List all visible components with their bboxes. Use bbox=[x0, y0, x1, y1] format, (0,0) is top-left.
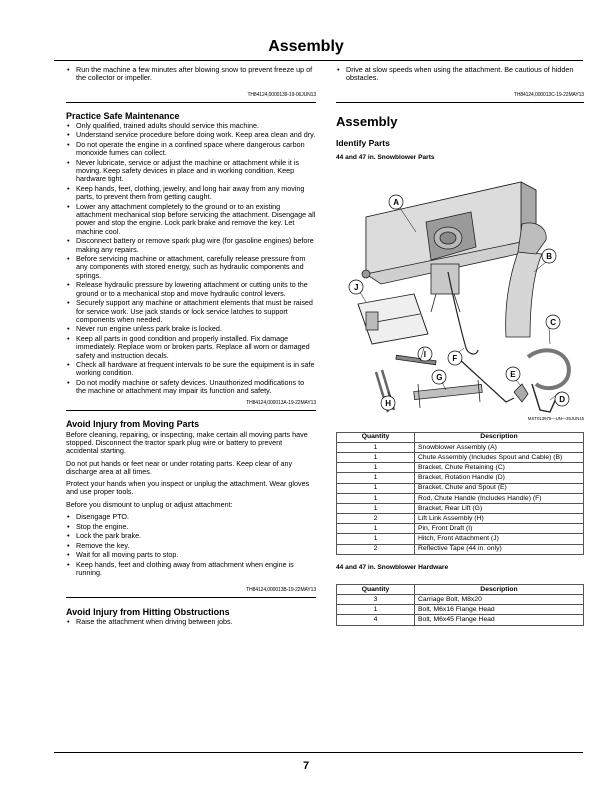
hardware-table bbox=[336, 584, 584, 626]
description-cell: Bracket, Rotation Handle (D) bbox=[415, 473, 584, 483]
page-title: Assembly bbox=[268, 38, 344, 55]
intro-bullet-list bbox=[66, 66, 316, 83]
section-heading-hitting-obstructions: Avoid Injury from Hitting Obstructions bbox=[66, 606, 230, 617]
bullet-item: • Lower any attachment completely to the ground or to an existing attachment mechanical stop before servicing the attachment. Disengage all power and stop the engine. Lock park brake and remove the key. Let machine cool. bbox=[66, 203, 316, 236]
heading-snowblower-parts: 44 and 47 in. Snowblower Parts bbox=[336, 153, 435, 161]
callout-F bbox=[448, 351, 462, 365]
description-cell: Bolt, M6x16 Flange Head bbox=[415, 605, 584, 615]
bullet-item: • Do not operate the engine in a confined space where dangerous carbon monoxide fumes can collect. bbox=[66, 141, 316, 158]
svg-text:A: A bbox=[393, 197, 399, 207]
table-row bbox=[337, 605, 584, 615]
section-divider bbox=[66, 410, 316, 411]
rear-lift-bracket-drawing bbox=[414, 380, 482, 408]
table-row bbox=[337, 524, 584, 534]
bullet-item: • Keep all parts in good condition and properly installed. Fix damage immediately. Replace worn or broken parts. Replace all worn or damaged safety and instruction decals. bbox=[66, 335, 316, 360]
reference-code: TH84124,000013A-19-22MAY13 bbox=[246, 399, 316, 406]
callout-B bbox=[542, 249, 556, 263]
quantity-cell: 1 bbox=[337, 452, 415, 462]
bullet-item: • Wait for all moving parts to stop. bbox=[66, 551, 316, 559]
table-row bbox=[337, 463, 584, 473]
bullet-item: • Keep hands, feet and clothing away from attachment when engine is running. bbox=[66, 561, 316, 578]
bullet-item: • Remove the key. bbox=[66, 542, 316, 550]
table-row bbox=[337, 483, 584, 493]
obstructions-bullet-list bbox=[66, 618, 316, 626]
bullet-item: • Disengage PTO. bbox=[66, 513, 316, 521]
paragraph: Do not put hands or feet near or under rotating parts. Keep clear of any discharge area at all times. bbox=[66, 458, 293, 476]
svg-text:H: H bbox=[385, 398, 391, 408]
hardware-table-body bbox=[337, 595, 584, 626]
description-cell: Lift Link Assembly (H) bbox=[415, 514, 584, 524]
table-row bbox=[337, 534, 584, 544]
parts-table-body bbox=[337, 442, 584, 554]
table-header-row bbox=[337, 584, 584, 594]
description-cell: Carriage Bolt, M8x20 bbox=[415, 595, 584, 605]
bullet-item: • Disconnect battery or remove spark plug wire (for gasoline engines) before making any repairs. bbox=[66, 237, 316, 254]
description-cell: Bracket, Chute Retaining (C) bbox=[415, 463, 584, 473]
quantity-cell: 1 bbox=[337, 493, 415, 503]
column-header-description: Description bbox=[415, 432, 584, 442]
callout-I bbox=[418, 347, 432, 361]
section-heading-practice-safe-maintenance: Practice Safe Maintenance bbox=[66, 110, 180, 121]
bullet-item: • Drive at slow speeds when using the attachment. Be cautious of hidden obstacles. bbox=[336, 66, 584, 83]
bullet-item: • Only qualified, trained adults should service this machine. bbox=[66, 122, 316, 130]
quantity-cell: 1 bbox=[337, 524, 415, 534]
quantity-cell: 1 bbox=[337, 463, 415, 473]
figure-caption: MXT013975—UN—25JUN15 bbox=[527, 416, 584, 422]
svg-text:C: C bbox=[550, 317, 556, 327]
column-header-quantity: Quantity bbox=[337, 584, 415, 594]
svg-text:B: B bbox=[546, 251, 552, 261]
description-cell: Hitch, Front Attachment (J) bbox=[415, 534, 584, 544]
description-cell: Bolt, M6x45 Flange Head bbox=[415, 615, 584, 625]
chute-retaining-bracket-drawing bbox=[528, 350, 569, 388]
left-column bbox=[66, 66, 316, 627]
section-divider bbox=[66, 102, 316, 103]
bullet-item: • Release hydraulic pressure by lowering attachment or cutting units to the ground or to a mechanical stop and move hydraulic control levers. bbox=[66, 281, 316, 298]
svg-text:F: F bbox=[452, 353, 458, 363]
bullet-item: • Before servicing machine or attachment, carefully release pressure from any components with stored energy, such as hydraulic components and springs. bbox=[66, 255, 316, 280]
reference-code: TH84124,0000139-19-06JUN13 bbox=[247, 91, 316, 98]
bullet-item: • Securely support any machine or attachment elements that must be raised for service work. Use jack stands or lock service latches to support components when needed. bbox=[66, 299, 316, 324]
quantity-cell: 1 bbox=[337, 503, 415, 513]
description-cell: Reflective Tape (44 in. only) bbox=[415, 544, 584, 554]
heading-snowblower-hardware: 44 and 47 in. Snowblower Hardware bbox=[336, 563, 449, 571]
page-number: 7 bbox=[302, 760, 310, 772]
paragraph: Before you dismount to unplug or adjust attachment: bbox=[66, 499, 233, 509]
description-cell: Bracket, Rear Lift (G) bbox=[415, 503, 584, 513]
callout-C bbox=[546, 315, 560, 329]
chute-spout-bracket-drawing bbox=[514, 384, 528, 402]
table-row bbox=[337, 452, 584, 462]
moving-parts-bullet-list bbox=[66, 513, 316, 578]
snowblower-parts-illustration bbox=[336, 162, 584, 424]
right-column bbox=[336, 66, 584, 626]
bullet-item: • Never run engine unless park brake is locked. bbox=[66, 325, 316, 333]
column-header-description: Description bbox=[415, 584, 584, 594]
table-row bbox=[337, 493, 584, 503]
table-row bbox=[337, 442, 584, 452]
paragraph: Protect your hands when you inspect or unplug the attachment. Wear gloves and use proper tools. bbox=[66, 479, 310, 497]
column-header-quantity: Quantity bbox=[337, 432, 415, 442]
quantity-cell: 3 bbox=[337, 595, 415, 605]
table-row bbox=[337, 473, 584, 483]
bullet-item: • Keep hands, feet, clothing, jewelry, and long hair away from any moving parts, to prevent them from getting caught. bbox=[66, 185, 316, 202]
front-hitch-drawing bbox=[358, 294, 428, 344]
bullet-item: • Check all hardware at frequent intervals to be sure the equipment is in safe working condition. bbox=[66, 361, 316, 378]
description-cell: Rod, Chute Handle (Includes Handle) (F) bbox=[415, 493, 584, 503]
bullet-item: • Stop the engine. bbox=[66, 523, 316, 531]
bullet-item: • Never lubricate, service or adjust the machine or attachment while it is moving. Keep safety devices in place and in working condition. Keep hardware tight. bbox=[66, 159, 316, 184]
bullet-item: • Understand service procedure before doing work. Keep area clean and dry. bbox=[66, 131, 316, 139]
callout-A bbox=[389, 195, 403, 209]
section-heading-moving-parts: Avoid Injury from Moving Parts bbox=[66, 418, 200, 429]
bullet-item: • Raise the attachment when driving between jobs. bbox=[66, 618, 316, 626]
moving-parts-paragraphs bbox=[66, 431, 316, 509]
quantity-cell: 1 bbox=[337, 483, 415, 493]
description-cell: Bracket, Chute and Spout (E) bbox=[415, 483, 584, 493]
chute-handle-rod-drawing bbox=[458, 358, 514, 402]
svg-text:I: I bbox=[423, 349, 427, 359]
callout-H bbox=[381, 396, 395, 410]
table-header-row bbox=[337, 432, 584, 442]
quantity-cell: 4 bbox=[337, 615, 415, 625]
callout-D bbox=[555, 392, 569, 406]
quantity-cell: 1 bbox=[337, 534, 415, 544]
quantity-cell: 1 bbox=[337, 605, 415, 615]
description-cell: Chute Assembly (Includes Spout and Cable) (B) bbox=[415, 452, 584, 462]
svg-text:G: G bbox=[436, 372, 443, 382]
table-row bbox=[337, 595, 584, 605]
section-heading-assembly: Assembly bbox=[336, 113, 398, 129]
quantity-cell: 1 bbox=[337, 473, 415, 483]
svg-text:J: J bbox=[354, 282, 359, 292]
parts-drawing bbox=[336, 162, 584, 424]
bullet-item: • Lock the park brake. bbox=[66, 532, 316, 540]
svg-text:D: D bbox=[559, 394, 565, 404]
paragraph: Before cleaning, repairing, or inspecting, make certain all moving parts have stopped. Disconnect the tractor spark plug wire or battery to prevent accidental starting. bbox=[66, 429, 308, 456]
callout-J bbox=[349, 280, 363, 294]
table-row bbox=[337, 503, 584, 513]
footer-rule bbox=[54, 752, 583, 753]
table-row bbox=[337, 544, 584, 554]
svg-text:E: E bbox=[510, 369, 516, 379]
intro-bullet-list bbox=[336, 66, 584, 83]
reference-code: TH84124,000013B-19-22MAY13 bbox=[246, 586, 316, 593]
heading-identify-parts: Identify Parts bbox=[336, 137, 390, 148]
table-row bbox=[337, 615, 584, 625]
callout-G bbox=[432, 370, 446, 384]
title-rule bbox=[54, 60, 583, 61]
bullet-item: • Run the machine a few minutes after blowing snow to prevent freeze up of the collector or impeller. bbox=[66, 66, 316, 83]
quantity-cell: 1 bbox=[337, 442, 415, 452]
section-divider bbox=[336, 102, 584, 103]
table-row bbox=[337, 514, 584, 524]
quantity-cell: 2 bbox=[337, 514, 415, 524]
reference-code: TH84124,000013C-19-22MAY13 bbox=[513, 91, 584, 98]
quantity-cell: 2 bbox=[337, 544, 415, 554]
description-cell: Snowblower Assembly (A) bbox=[415, 442, 584, 452]
bullet-item: • Do not modify machine or safety devices. Unauthorized modifications to the machine or attachment may impair its function and safety. bbox=[66, 379, 316, 396]
maintenance-bullet-list bbox=[66, 122, 316, 396]
callout-E bbox=[506, 367, 520, 381]
section-divider bbox=[66, 597, 316, 598]
description-cell: Pin, Front Draft (I) bbox=[415, 524, 584, 534]
parts-table bbox=[336, 432, 584, 555]
